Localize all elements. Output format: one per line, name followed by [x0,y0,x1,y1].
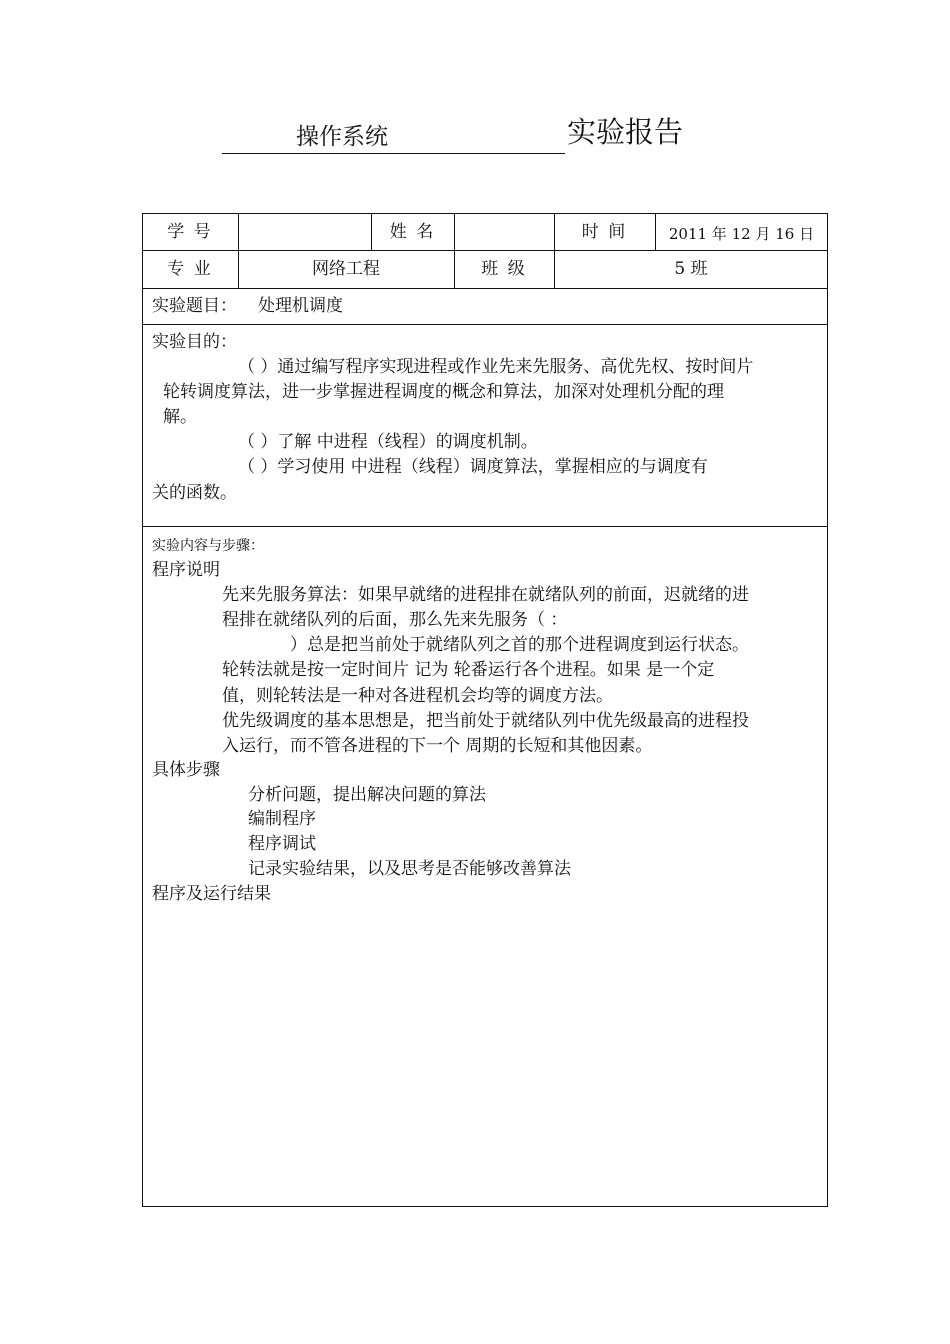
desc-line-1: 先来先服务算法：如果早就绪的进程排在就绪队列的前面，迟就绪的进 [222,585,749,605]
results-heading: 程序及运行结果 [152,884,271,904]
doc-title-course: 操作系统 [296,124,388,150]
step-1: 分析问题，提出解决问题的算法 [248,785,486,805]
purpose-line-1: （ ）通过编写程序实现进程或作业先来先服务、高优先权、按时间片 [238,357,754,377]
desc-line-6: 优先级调度的基本思想是，把当前处于就绪队列中优先级最高的进程投 [222,711,749,731]
step-3: 程序调试 [248,834,316,854]
name-label: 姓 名 [389,222,436,242]
purpose-line-4: （ ）了解 中进程（线程）的调度机制。 [238,432,538,452]
step-4: 记录实验结果，以及思考是否能够改善算法 [248,859,571,879]
purpose-line-5: （ ）学习使用 中进程（线程）调度算法，掌握相应的与调度有 [238,457,708,477]
time-label: 时 间 [581,222,628,242]
class-label: 班 级 [481,259,527,279]
major-value: 网络工程 [312,259,380,279]
topic-label: 实验题目： [152,296,237,316]
desc-line-3: ）总是把当前处于就绪队列之首的那个进程调度到运行状态。 [290,635,749,655]
row-divider-2 [142,288,828,289]
row-divider-3 [142,324,828,325]
purpose-line-6: 关的函数。 [152,483,237,503]
program-desc-heading: 程序说明 [152,560,220,580]
major-label: 专 业 [167,259,213,279]
step-2: 编制程序 [248,809,316,829]
topic-value: 处理机调度 [258,296,343,316]
desc-line-2: 程排在就绪队列的后面，那么先来先服务（ ： [222,610,568,630]
desc-line-7: 入运行，而不管各进程的下一个 周期的长短和其他因素。 [222,736,653,756]
row-divider-1 [142,250,828,251]
steps-heading: 具体步骤 [152,760,220,780]
class-value: 5 班 [674,259,708,279]
time-value: 2011 年 12 月 16 日 [668,225,815,243]
desc-line-5: 值，则轮转法是一种对各进程机会均等的调度方法。 [222,686,613,706]
content-label: 实验内容与步骤： [152,538,264,554]
purpose-line-3: 解。 [163,407,197,427]
row-divider-4 [142,526,828,527]
title-underline [222,153,565,154]
doc-title-report: 实验报告 [567,115,684,149]
desc-line-4: 轮转法就是按一定时间片 记为 轮番运行各个进程。如果 是一个定 [222,660,715,680]
student-id-label: 学 号 [167,222,213,242]
purpose-line-2: 轮转调度算法，进一步掌握进程调度的概念和算法，加深对处理机分配的理 [163,382,724,402]
purpose-label: 实验目的： [152,332,237,352]
